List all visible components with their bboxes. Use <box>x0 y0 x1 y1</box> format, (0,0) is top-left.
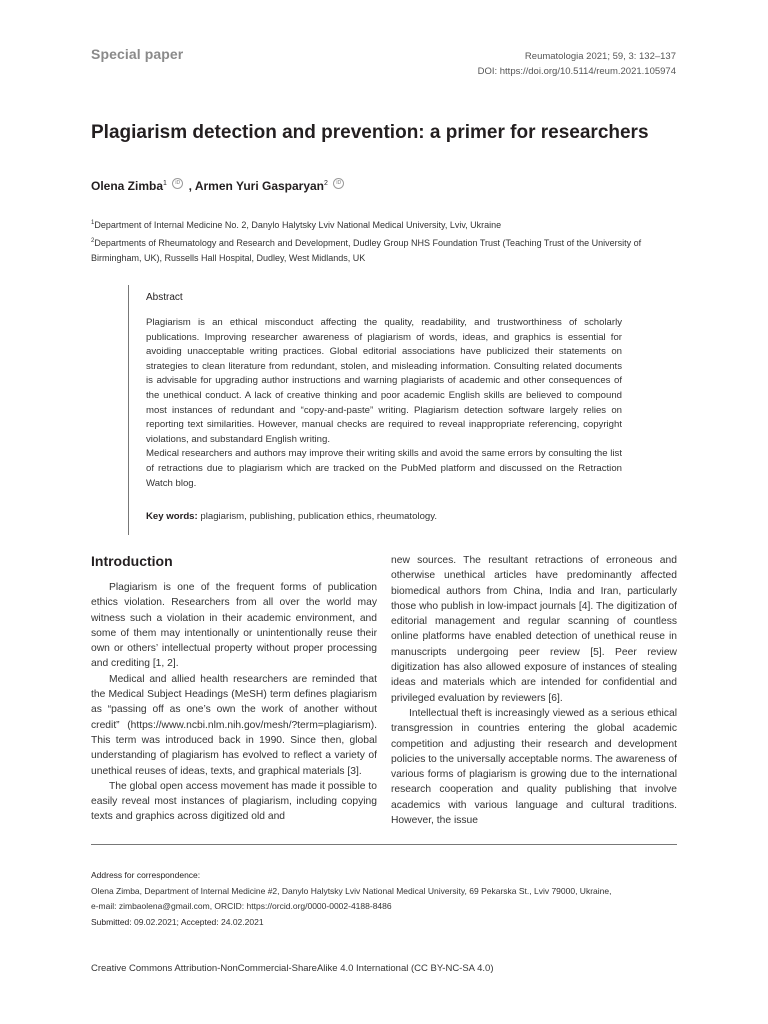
keywords-label: Key words: <box>146 511 198 522</box>
affiliation-item <box>91 216 681 234</box>
accepted-date: 24.02.2021 <box>221 916 264 927</box>
correspondence-block <box>91 868 681 930</box>
submitted-label: Submitted: <box>91 916 132 927</box>
affiliation-text: Department of Internal Medicine No. 2, Danylo Halytsky Lviv National Medical University, Lviv, Ukraine <box>94 220 502 230</box>
correspondence-contact: e-mail: zimbaolena@gmail.com, ORCID: https://orcid.org/0000-0002-4188-8486 <box>91 901 392 911</box>
journal-line: Reumatologia 2021; 59, 3: 132–137 <box>524 51 676 62</box>
abstract-heading: Abstract <box>146 292 183 303</box>
keywords <box>146 511 622 522</box>
license-footer: Creative Commons Attribution-NonCommercial-ShareAlike 4.0 International (CC BY-NC-SA 4.0) <box>91 963 494 974</box>
journal-citation <box>478 49 676 79</box>
accepted-label: Accepted: <box>180 916 219 927</box>
section-label: Special paper <box>91 46 184 62</box>
abstract-paragraph: Medical researchers and authors may improve their writing skills and avoid the same errors by consulting the list of retractions due to plagiarism which are tracked on the PubMed platform and discussed on the Retraction Watch blog. <box>146 448 622 489</box>
body-paragraph: The global open access movement has made it possible to easily reveal most instances of plagiarism, including copying texts and graphics across digitized old and <box>91 780 377 823</box>
footnote-divider <box>91 844 677 845</box>
orcid-icon[interactable]: iD <box>333 178 344 189</box>
body-paragraph: Intellectual theft is increasingly viewed as a serious ethical transgression in countries entering the global academic competition and adjusting their research and development policies to the universally acceptable norms. The awareness of various forms of plagiarism is growing due to the international research cooperation and quality publishing that involve academics with various language and cultural traditions. However, the issue <box>391 707 677 827</box>
body-paragraph: new sources. The resultant retractions of erroneous and otherwise unethical articles have predominantly affected biomedical authors from China, India and Iran, particularly those who publish in low-impact journals [4]. The digitization of editorial management and regular scanning of countless online platforms have enabled detection of unethical reuse in manuscripts undergoing peer review [5]. Peer review digitization has also allowed exposure of instances of stealing ideas and materials which are intended for confidential and privileged evaluation by reviewers [6]. <box>391 555 677 704</box>
author-name: Olena Zimba <box>91 179 164 193</box>
affiliation-item <box>91 234 681 267</box>
affiliation-mark: 2 <box>91 237 95 244</box>
orcid-icon[interactable]: iD <box>172 178 183 189</box>
body-column-right <box>391 553 677 828</box>
author-separator: , <box>185 179 195 193</box>
correspondence-heading: Address for correspondence: <box>91 870 201 880</box>
section-heading-introduction: Introduction <box>91 553 173 569</box>
doi-link[interactable]: DOI: https://doi.org/10.5114/reum.2021.105974 <box>477 66 676 77</box>
author-affiliation-mark: 1 <box>163 180 167 187</box>
affiliation-mark: 1 <box>91 220 95 226</box>
author-affiliation-mark: 2 <box>324 180 328 187</box>
author-name: Armen Yuri Gasparyan <box>194 179 325 193</box>
keywords-text: plagiarism, publishing, publication ethics, rheumatology. <box>200 511 437 522</box>
affiliation-text: Departments of Rheumatology and Research and Development, Dudley Group NHS Foundation Trust (Teaching Trust of the University of Birmingham, UK), Russells Hall Hospital, Dudley, West Midlands, UK <box>91 237 642 263</box>
affiliations <box>91 216 681 267</box>
abstract-body <box>146 316 622 491</box>
submission-dates <box>91 915 681 931</box>
abstract-paragraph: Plagiarism is an ethical misconduct affecting the quality, readability, and trustworthiness of scholarly publications. Improving researcher awareness of plagiarism of words, ideas, and graphics is essential for avoiding unacceptable writing practices. Global editorial associations have publicized their statements on strategies to clean literature from redundant, stolen, and misleading information. Consulting related documents is advisable for upgrading author instructions and warning plagiarists of academic and other consequences of the unethical conduct. A lack of creative thinking and poor academic English skills are believed to compound most instances of redundant and “copy-and-paste” writing. Plagiarism detection software largely relies on reporting text similarities. However, manual checks are required to reveal inappropriate referencing, copyright violations, and substandard English writing. <box>146 317 622 445</box>
body-paragraph: Medical and allied health researchers are reminded that the Medical Subject Headings (MeSH) term defines plagiarism as “passing off as one’s own the work of another without credit” (https://www.ncbi.nlm.nih.gov/mesh/?term=plagiarism). This term was introduced back in 1990. Since then, global understanding of plagiarism has evolved to reflect a variety of unethical reuses of ideas, texts, and graphical materials [3]. <box>91 673 377 777</box>
body-column-left <box>91 580 377 825</box>
author-list <box>91 178 346 193</box>
paper-title: Plagiarism detection and prevention: a primer for researchers <box>91 122 649 143</box>
submitted-date: 09.02.2021; <box>134 916 179 927</box>
body-paragraph: Plagiarism is one of the frequent forms of publication ethics violation. Researchers from all over the world may witness such a violation in their academic environment, and some of them may intentionally or unintentionally reuse their own or others’ intellectual property without proper processing and crediting [1, 2]. <box>91 582 377 670</box>
correspondence-address: Olena Zimba, Department of Internal Medicine #2, Danylo Halytsky Lviv National Medical University, 69 Pekarska St., Lviv 79000, Ukraine, <box>91 885 612 896</box>
